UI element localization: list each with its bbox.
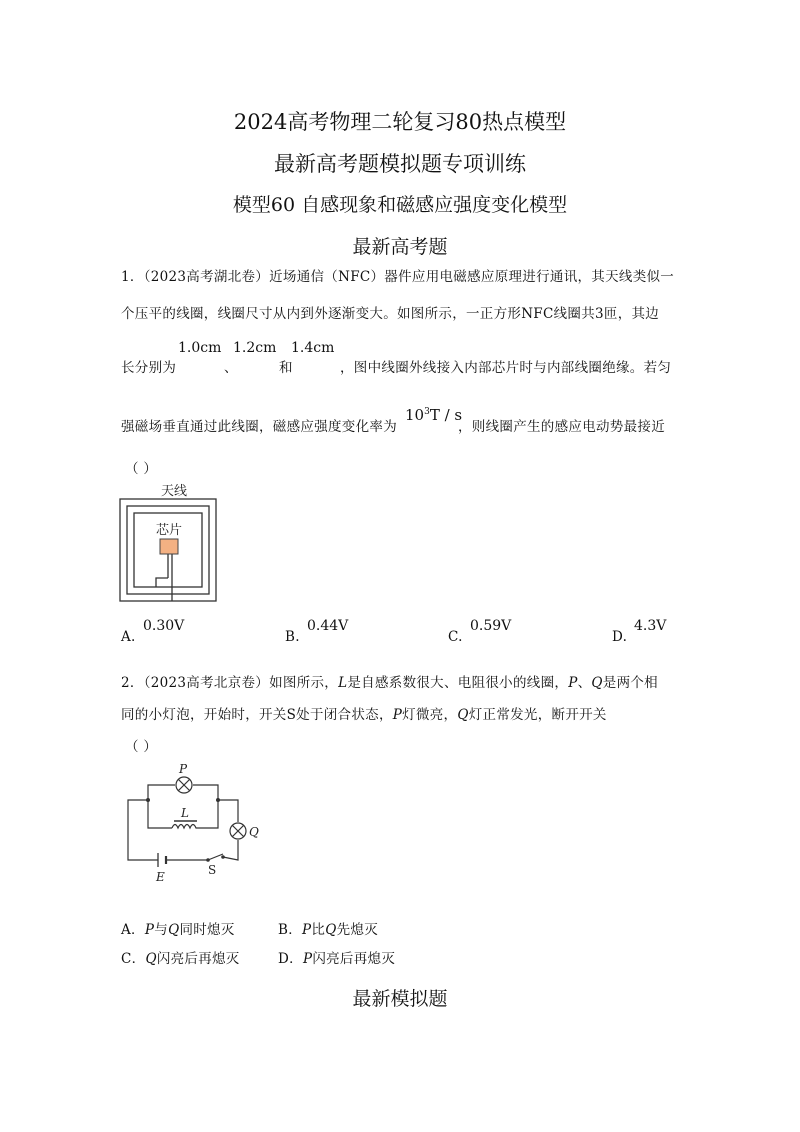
q1-option-a-letter[interactable]: A. bbox=[121, 629, 136, 645]
label-q: Q bbox=[249, 825, 259, 839]
q2-option-d-text: 闪亮后再熄灭 bbox=[312, 951, 396, 967]
chip-label: 芯片 bbox=[155, 523, 183, 538]
q1-option-d-letter[interactable]: D. bbox=[612, 629, 628, 645]
q2-option-a[interactable] bbox=[121, 918, 235, 938]
q2-option-a-letter: A． bbox=[121, 922, 145, 938]
q1-side-2: 1.2cm bbox=[233, 340, 277, 356]
q1-line-1: 1．（2023高考湖北卷）近场通信（NFC）器件应用电磁感应原理进行通讯，其天线类似一 bbox=[121, 269, 675, 285]
q1-line-3-prefix: 长分别为 bbox=[121, 360, 177, 376]
q1-rate-exponent: 3 bbox=[424, 407, 430, 417]
node-left bbox=[146, 798, 150, 802]
q2-line-1-a: 2．（2023高考北京卷）如图所示， bbox=[121, 675, 339, 691]
q2-var-Q: Q bbox=[591, 675, 603, 691]
chip-lead-connector bbox=[156, 578, 168, 587]
switch-pivot bbox=[206, 858, 210, 862]
q2-option-b-text: 先熄灭 bbox=[336, 922, 379, 938]
node-right bbox=[216, 798, 220, 802]
label-e: E bbox=[156, 870, 165, 884]
q2-option-a-var1: P bbox=[144, 922, 155, 938]
q2-answer-bracket: （ ） bbox=[125, 739, 158, 755]
wire-l-right bbox=[198, 800, 218, 828]
q1-option-b-value[interactable]: 0.44V bbox=[307, 618, 349, 634]
q1-side-1: 1.0cm bbox=[178, 340, 222, 356]
q2-line-1-c: 是两个相 bbox=[602, 675, 658, 691]
q2-option-b-var1: P bbox=[302, 922, 312, 938]
wire-right bbox=[218, 800, 238, 822]
label-p: P bbox=[179, 762, 188, 776]
wire-p-left bbox=[148, 785, 175, 800]
q2-line-2-c: 灯正常发光，断开开关 bbox=[468, 707, 607, 723]
wire-left bbox=[128, 800, 158, 860]
q2-var-P-2: P bbox=[392, 707, 403, 723]
q2-option-b-letter: B． bbox=[278, 922, 303, 938]
switch-contact bbox=[221, 855, 225, 859]
q1-sep-1: 、 bbox=[224, 360, 238, 376]
q1-rate-unit: T / s bbox=[429, 406, 463, 424]
q2-option-b-mid: 比 bbox=[311, 922, 326, 938]
wire-p-right bbox=[193, 785, 218, 800]
switch-s bbox=[208, 854, 223, 860]
q2-option-d[interactable] bbox=[278, 947, 395, 967]
q2-var-Q-2: Q bbox=[457, 707, 469, 723]
model-title: 模型60 自感现象和磁感应强度变化模型 bbox=[232, 194, 568, 216]
section-mock-heading: 最新模拟题 bbox=[352, 988, 448, 1010]
label-s: S bbox=[208, 863, 217, 877]
q2-option-b-var2: Q bbox=[325, 922, 337, 938]
q1-option-d-value[interactable]: 4.3V bbox=[634, 618, 667, 634]
q1-option-c-letter[interactable]: C. bbox=[448, 629, 463, 645]
q2-option-a-mid: 与 bbox=[154, 922, 169, 938]
q1-option-a-value[interactable]: 0.30V bbox=[143, 618, 185, 634]
section-recent-heading: 最新高考题 bbox=[352, 236, 448, 258]
nfc-coil-figure bbox=[118, 480, 218, 604]
q1-line-4-suffix: ，则线圈产生的感应电动势最接近 bbox=[458, 419, 665, 435]
antenna-label: 天线 bbox=[160, 484, 188, 499]
q1-sep-2: 和 bbox=[279, 360, 293, 376]
circuit-figure bbox=[118, 760, 268, 885]
q2-var-P: P bbox=[568, 675, 578, 691]
doc-title: 2024高考物理二轮复习80热点模型 bbox=[233, 110, 567, 134]
q2-line-2 bbox=[121, 703, 607, 723]
inductor-coil bbox=[172, 825, 198, 829]
q2-line-2-b: 灯微亮， bbox=[402, 707, 458, 723]
q1-rate bbox=[405, 406, 462, 424]
q2-line-1-b: 是自感系数很大、电阻很小的线圈， bbox=[347, 675, 569, 691]
chip-square bbox=[160, 539, 178, 554]
q2-var-L: L bbox=[338, 675, 348, 691]
q2-sep: 、 bbox=[577, 675, 592, 691]
q2-option-d-var1: P bbox=[302, 951, 313, 967]
q2-option-a-var2: Q bbox=[168, 922, 180, 938]
q2-option-c-var1: Q bbox=[145, 951, 157, 967]
q1-answer-bracket: （ ） bbox=[125, 461, 158, 477]
q2-option-a-text: 同时熄灭 bbox=[179, 922, 235, 938]
q1-option-c-value[interactable]: 0.59V bbox=[470, 618, 512, 634]
q2-line-1 bbox=[121, 671, 658, 691]
q2-option-c[interactable] bbox=[121, 947, 240, 967]
q1-line-3-suffix: ，图中线圈外线接入内部芯片时与内部线圈绝缘。若匀 bbox=[340, 360, 672, 376]
q2-option-b[interactable] bbox=[278, 918, 378, 938]
q1-side-3: 1.4cm bbox=[291, 340, 335, 356]
wire-bottom-right bbox=[223, 840, 238, 860]
q1-option-b-letter[interactable]: B. bbox=[285, 629, 300, 645]
q2-option-c-letter: C． bbox=[121, 951, 146, 967]
q1-rate-base: 10 bbox=[405, 406, 425, 424]
q1-line-2: 个压平的线圈，线圈尺寸从内到外逐渐变大。如图所示，一正方形NFC线圈共3匝，其边 bbox=[121, 306, 660, 322]
q2-option-c-text: 闪亮后再熄灭 bbox=[156, 951, 240, 967]
q1-line-4-prefix: 强磁场垂直通过此线圈，磁感应强度变化率为 bbox=[121, 419, 397, 435]
wire-l-left bbox=[148, 800, 172, 828]
doc-subtitle: 最新高考题模拟题专项训练 bbox=[274, 152, 526, 176]
q2-line-2-a: 同的小灯泡，开始时，开关S处于闭合状态， bbox=[121, 707, 393, 723]
q2-option-d-letter: D． bbox=[278, 951, 303, 967]
label-l: L bbox=[181, 806, 189, 820]
